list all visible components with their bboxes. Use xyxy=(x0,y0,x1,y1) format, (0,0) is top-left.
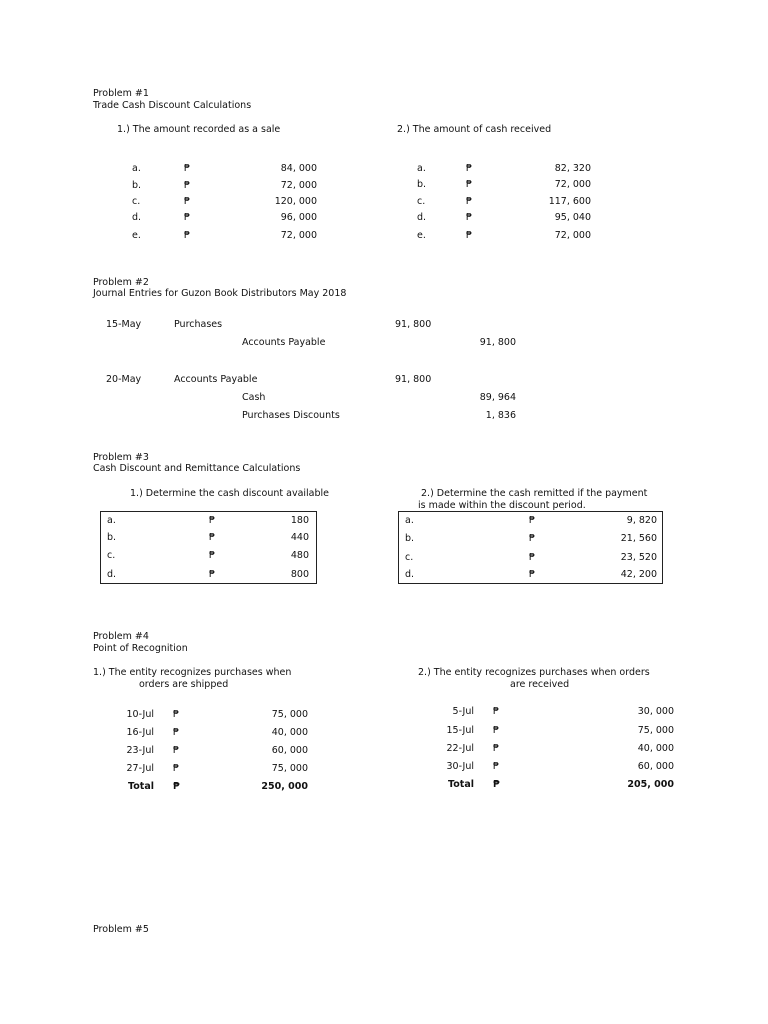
p4-question-1-line1: 1.) The entity recognizes purchases when xyxy=(93,667,292,678)
entry-debit: 91, 800 xyxy=(395,319,432,330)
item-label: a. xyxy=(417,163,426,174)
item-date: 15-Jul xyxy=(446,725,474,736)
peso-sign: ₱ xyxy=(184,212,191,223)
item-value: 75, 000 xyxy=(271,763,308,774)
item-date: 30-Jul xyxy=(446,761,474,772)
item-date: 27-Jul xyxy=(126,763,154,774)
total-value: 205, 000 xyxy=(627,779,674,790)
problem-4-heading: Problem #4 xyxy=(93,631,149,642)
item-value: 117, 600 xyxy=(548,196,591,207)
peso-sign: ₱ xyxy=(529,552,536,563)
item-value: 9, 820 xyxy=(626,515,657,526)
item-label: d. xyxy=(405,569,415,580)
item-value: 180 xyxy=(290,515,309,526)
item-value: 800 xyxy=(290,569,309,580)
item-value: 72, 000 xyxy=(280,180,317,191)
peso-sign: ₱ xyxy=(529,515,536,526)
peso-sign: ₱ xyxy=(184,180,191,191)
entry-debit: 91, 800 xyxy=(395,374,432,385)
peso-sign: ₱ xyxy=(173,727,180,738)
p3-right-box xyxy=(398,511,663,584)
item-value: 60, 000 xyxy=(637,761,674,772)
item-label: c. xyxy=(107,550,116,561)
peso-sign: ₱ xyxy=(209,532,216,543)
peso-sign: ₱ xyxy=(493,743,500,754)
item-value: 120, 000 xyxy=(274,196,317,207)
item-value: 95, 040 xyxy=(554,212,591,223)
problem-2-heading: Problem #2 xyxy=(93,277,149,288)
p4-question-2-line2: are received xyxy=(510,679,570,690)
peso-sign: ₱ xyxy=(466,212,473,223)
item-label: a. xyxy=(132,163,141,174)
item-value: 42, 200 xyxy=(620,569,657,580)
peso-sign: ₱ xyxy=(529,533,536,544)
problem-1-subtitle: Trade Cash Discount Calculations xyxy=(93,100,252,111)
p4-question-1-line2: orders are shipped xyxy=(139,679,229,690)
p1-question-2: 2.) The amount of cash received xyxy=(397,124,552,135)
item-value: 75, 000 xyxy=(271,709,308,720)
item-label: d. xyxy=(417,212,427,223)
item-value: 480 xyxy=(290,550,309,561)
peso-sign: ₱ xyxy=(184,196,191,207)
item-value: 30, 000 xyxy=(637,706,674,717)
p3-left-box xyxy=(100,511,317,584)
total-label: Total xyxy=(128,781,154,792)
peso-sign: ₱ xyxy=(493,779,500,790)
item-value: 84, 000 xyxy=(280,163,317,174)
peso-sign: ₱ xyxy=(184,230,191,241)
item-label: e. xyxy=(417,230,426,241)
entry-date: 15-May xyxy=(106,319,142,330)
problem-5-heading: Problem #5 xyxy=(93,924,149,935)
item-date: 5-Jul xyxy=(452,706,474,717)
item-value: 72, 000 xyxy=(280,230,317,241)
peso-sign: ₱ xyxy=(466,163,473,174)
item-date: 23-Jul xyxy=(126,745,154,756)
item-value: 40, 000 xyxy=(271,727,308,738)
item-date: 22-Jul xyxy=(446,743,474,754)
p1-question-1: 1.) The amount recorded as a sale xyxy=(117,124,281,135)
problem-3-subtitle: Cash Discount and Remittance Calculations xyxy=(93,463,301,474)
item-label: d. xyxy=(132,212,142,223)
p3-question-2-line1: 2.) Determine the cash remitted if the payment xyxy=(421,488,648,499)
item-value: 21, 560 xyxy=(620,533,657,544)
peso-sign: ₱ xyxy=(466,196,473,207)
peso-sign: ₱ xyxy=(529,569,536,580)
peso-sign: ₱ xyxy=(173,709,180,720)
item-label: c. xyxy=(405,552,414,563)
peso-sign: ₱ xyxy=(184,163,191,174)
p3-question-1: 1.) Determine the cash discount available xyxy=(130,488,330,499)
item-value: 72, 000 xyxy=(554,179,591,190)
item-value: 72, 000 xyxy=(554,230,591,241)
peso-sign: ₱ xyxy=(493,761,500,772)
entry-credit: 89, 964 xyxy=(479,392,516,403)
entry-account: Accounts Payable xyxy=(242,337,326,348)
peso-sign: ₱ xyxy=(209,569,216,580)
peso-sign: ₱ xyxy=(493,706,500,717)
total-label: Total xyxy=(448,779,474,790)
entry-credit: 1, 836 xyxy=(485,410,516,421)
item-value: 60, 000 xyxy=(271,745,308,756)
item-label: a. xyxy=(107,515,116,526)
problem-3-heading: Problem #3 xyxy=(93,452,149,463)
problem-1-heading: Problem #1 xyxy=(93,88,149,99)
problem-2-subtitle: Journal Entries for Guzon Book Distributors May 2018 xyxy=(93,288,347,299)
item-label: b. xyxy=(417,179,427,190)
total-value: 250, 000 xyxy=(261,781,308,792)
peso-sign: ₱ xyxy=(173,745,180,756)
peso-sign: ₱ xyxy=(466,179,473,190)
entry-credit: 91, 800 xyxy=(479,337,516,348)
item-value: 96, 000 xyxy=(280,212,317,223)
entry-account: Accounts Payable xyxy=(174,374,258,385)
entry-account: Purchases Discounts xyxy=(242,410,340,421)
item-label: d. xyxy=(107,569,117,580)
item-label: a. xyxy=(405,515,414,526)
item-label: c. xyxy=(132,196,141,207)
peso-sign: ₱ xyxy=(173,763,180,774)
item-value: 40, 000 xyxy=(637,743,674,754)
entry-account: Cash xyxy=(242,392,266,403)
peso-sign: ₱ xyxy=(466,230,473,241)
peso-sign: ₱ xyxy=(209,515,216,526)
item-label: b. xyxy=(132,180,142,191)
item-value: 75, 000 xyxy=(637,725,674,736)
item-value: 440 xyxy=(290,532,309,543)
peso-sign: ₱ xyxy=(209,550,216,561)
p3-question-2-line2: is made within the discount period. xyxy=(418,500,586,511)
item-value: 82, 320 xyxy=(554,163,591,174)
p4-question-2-line1: 2.) The entity recognizes purchases when orders xyxy=(418,667,650,678)
peso-sign: ₱ xyxy=(173,781,180,792)
item-label: b. xyxy=(107,532,117,543)
item-date: 10-Jul xyxy=(126,709,154,720)
item-label: c. xyxy=(417,196,426,207)
entry-date: 20-May xyxy=(106,374,142,385)
item-date: 16-Jul xyxy=(126,727,154,738)
item-label: b. xyxy=(405,533,415,544)
peso-sign: ₱ xyxy=(493,725,500,736)
item-label: e. xyxy=(132,230,141,241)
item-value: 23, 520 xyxy=(620,552,657,563)
entry-account: Purchases xyxy=(174,319,223,330)
problem-4-subtitle: Point of Recognition xyxy=(93,643,188,654)
